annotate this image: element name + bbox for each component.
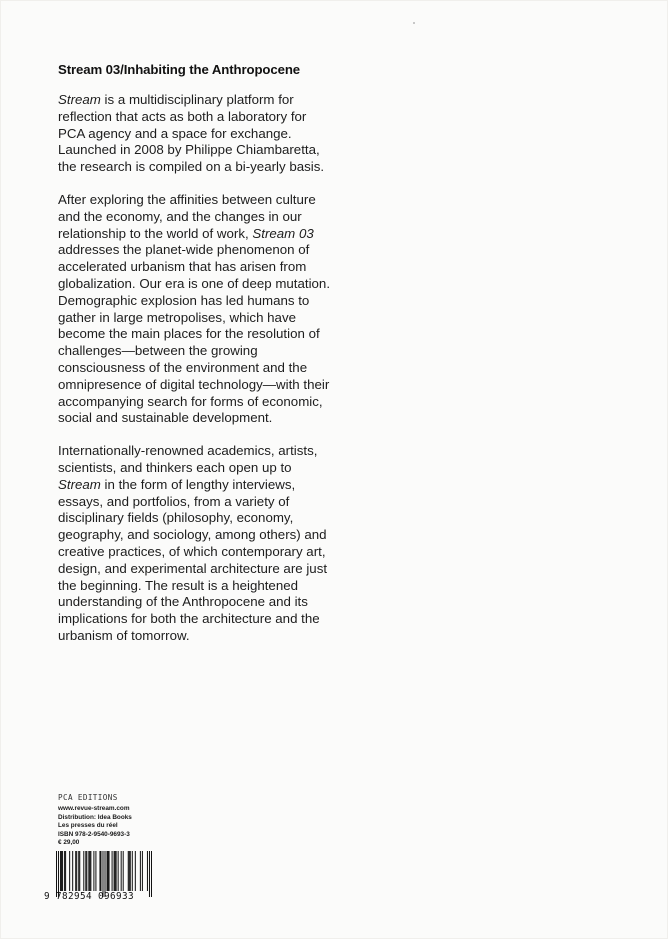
paragraph-text: addresses the planet-wide phenomenon of accelerated urbanism that has arisen from globalization. Our era is one of deep mutation. Demographic explosion has led humans to gather in large metropolises, which have become the main places for the resolution of challenges—between the growing consciousness of the environment and the omnipresence of digital technology—with their accompanying search for forms of economic, social and sustainable development. bbox=[58, 242, 331, 426]
barcode-bar bbox=[130, 851, 131, 891]
barcode-bar bbox=[64, 851, 65, 891]
barcode-bar bbox=[129, 851, 130, 891]
italic-term: Stream bbox=[58, 92, 101, 107]
barcode-bar bbox=[95, 851, 96, 891]
barcode-bar bbox=[88, 851, 89, 891]
barcode-bar bbox=[108, 851, 109, 891]
barcode-bar bbox=[128, 851, 129, 891]
barcode-bar bbox=[123, 851, 124, 891]
barcode-bar bbox=[83, 851, 84, 891]
barcode-bar bbox=[60, 851, 61, 891]
barcode-bar bbox=[107, 851, 108, 891]
price-tag: € 29,00 bbox=[58, 839, 80, 847]
barcode-bar bbox=[140, 851, 141, 891]
barcode-bar bbox=[142, 851, 143, 891]
body-text bbox=[58, 92, 333, 645]
barcode-bar bbox=[121, 851, 122, 891]
barcode-bar bbox=[109, 851, 110, 891]
barcode-bar bbox=[65, 851, 66, 891]
barcode-bar bbox=[79, 851, 80, 891]
barcode-bar bbox=[89, 851, 90, 891]
paragraph-theme bbox=[58, 192, 333, 427]
barcode-bar bbox=[69, 851, 70, 891]
barcode-bar bbox=[76, 851, 77, 891]
website-url: www.revue-stream.com bbox=[58, 805, 130, 812]
italic-term: Stream 03 bbox=[252, 225, 314, 241]
barcode-bar bbox=[100, 851, 101, 891]
print-speck bbox=[413, 22, 415, 24]
barcode-bar bbox=[114, 851, 115, 891]
barcode-bar bbox=[86, 851, 87, 891]
barcode-bar bbox=[93, 851, 94, 891]
paragraph-intro bbox=[58, 92, 333, 176]
italic-term: Stream bbox=[58, 476, 101, 492]
barcode-bar bbox=[62, 851, 63, 891]
page-title: Stream 03/Inhabiting the Anthropocene bbox=[58, 62, 301, 77]
barcode-bar bbox=[85, 851, 86, 891]
barcode-bar bbox=[72, 851, 73, 891]
press-name: Les presses du réel bbox=[58, 822, 118, 830]
barcode-digits: 9 782954 096933 bbox=[44, 891, 134, 902]
barcode-bar bbox=[90, 851, 91, 891]
barcode-bar bbox=[115, 851, 116, 891]
distribution-info: Distribution: Idea Books bbox=[58, 813, 132, 821]
isbn-number: ISBN 978-2-9540-9693-3 bbox=[58, 830, 130, 838]
barcode-bar bbox=[61, 851, 62, 891]
barcode-bar bbox=[116, 851, 117, 891]
paragraph-contributors bbox=[58, 443, 333, 645]
paragraph-text: Internationally-renowned academics, artists, scientists, and thinkers each open up to bbox=[58, 443, 318, 475]
imprint-block bbox=[58, 793, 258, 848]
barcode-bar bbox=[112, 851, 113, 891]
paragraph-text: is a multidisciplinary platform for reflection that acts as both a laboratory for PCA agency and a space for exchange. Launched in 2008 by Philippe Chiambaretta, the research is compiled on a bi-yearly basis. bbox=[58, 92, 325, 175]
barcode-bar bbox=[132, 851, 133, 891]
publisher-name: PCA EDITIONS bbox=[58, 793, 118, 802]
barcode-bar bbox=[99, 851, 100, 891]
barcode-bar bbox=[75, 851, 76, 891]
barcode-bar bbox=[118, 851, 119, 891]
barcode-bar bbox=[147, 851, 148, 891]
paragraph-text: After exploring the affinities between culture and the economy, and the changes in our relationship to the world of work, bbox=[58, 191, 316, 241]
barcode-bar bbox=[135, 851, 136, 891]
barcode-bar bbox=[78, 851, 79, 891]
paragraph-text: in the form of lengthy interviews, essays, and portfolios, from a variety of disciplinary fields (philosophy, economy, geography, and sociology, among others) and creative practices, of which contemporary art, design, and experimental architecture are just the beginning. The result is a heightened understanding of the Anthropocene and its implications for both the architecture and the urbanism of tomorrow. bbox=[58, 476, 328, 643]
